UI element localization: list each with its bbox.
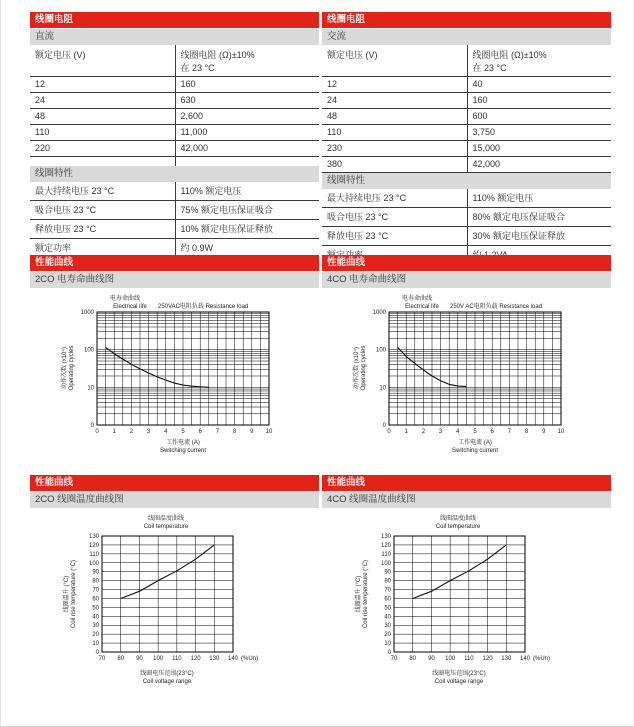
chart-load-label: 250VAC电阻负载 Resistance load	[158, 303, 249, 310]
svg-text:8: 8	[524, 428, 529, 435]
table-row	[30, 125, 319, 141]
svg-text:3: 3	[438, 428, 443, 435]
svg-text:20: 20	[384, 631, 391, 638]
svg-text:80: 80	[117, 655, 125, 662]
table-cell-label: 24	[35, 94, 46, 105]
table-row	[322, 141, 611, 157]
svg-text:6: 6	[198, 428, 202, 435]
svg-text:100: 100	[445, 655, 456, 662]
table-cell-value: 42,000	[467, 157, 612, 172]
subheader-temp-chart-2co: 2CO 线圈温度曲线图	[30, 492, 319, 508]
svg-text:1000: 1000	[372, 309, 386, 316]
table-cell-label: 48	[327, 110, 338, 121]
svg-text:10: 10	[384, 640, 391, 647]
x-axis-label-zh: 线圈电压范围(23°C)	[140, 670, 194, 677]
chart-title-zh: 电寿命曲线	[401, 295, 433, 302]
table-cell-label: 释放电压 23 °C	[327, 230, 389, 241]
section-header-performance-curves: 性能曲线	[30, 255, 319, 271]
table-row	[30, 220, 319, 239]
svg-text:4: 4	[456, 428, 460, 435]
svg-text:140: 140	[227, 655, 239, 662]
table-cell-value: 11,000	[175, 125, 320, 140]
svg-text:100: 100	[375, 347, 386, 354]
col-header-line1: 线圈电阻 (Ω)±10%	[180, 49, 255, 60]
svg-text:1: 1	[404, 428, 408, 435]
table-cell-label: 12	[327, 78, 338, 89]
svg-text:0: 0	[387, 428, 391, 435]
chart-title-en: Electrical life	[113, 303, 147, 310]
svg-text:10: 10	[92, 640, 99, 647]
svg-text:80: 80	[409, 655, 417, 662]
svg-text:110: 110	[381, 551, 391, 558]
svg-text:5: 5	[181, 428, 185, 435]
subheader-dc: 直流	[30, 29, 319, 45]
svg-text:8: 8	[232, 428, 237, 435]
col-header-rated-voltage: 额定电压 (V)	[327, 49, 378, 60]
svg-text:40: 40	[92, 614, 99, 621]
section-perf-temp-2co	[30, 475, 319, 712]
section-header-coil-resistance: 线圈电阻	[30, 12, 319, 28]
table-cell-value: 15,000	[467, 141, 612, 156]
svg-text:5: 5	[473, 428, 477, 435]
y-axis-label-zh: 线圈温升 (°C)	[64, 575, 70, 612]
svg-text:70: 70	[384, 587, 391, 594]
svg-text:120: 120	[88, 542, 99, 549]
svg-text:90: 90	[428, 655, 435, 662]
svg-text:4: 4	[164, 428, 168, 435]
table-row	[322, 208, 611, 227]
col-header-coil-resistance	[175, 45, 320, 76]
svg-text:70: 70	[98, 655, 106, 662]
table-cell-label: 吸合电压 23 °C	[35, 204, 97, 215]
table-header-row	[30, 45, 319, 77]
chart-title-en: Electrical life	[405, 303, 439, 310]
svg-text:2: 2	[421, 428, 426, 435]
svg-text:1: 1	[112, 428, 116, 435]
table-cell-value: 3,750	[467, 125, 612, 140]
svg-text:10: 10	[87, 385, 94, 392]
svg-text:0: 0	[95, 428, 99, 435]
section-perf-life-2co	[30, 255, 319, 462]
table-cell-value: 110% 额定电压	[175, 182, 320, 200]
svg-text:130: 130	[209, 655, 220, 662]
svg-text:1000: 1000	[80, 309, 94, 316]
col-header-line1: 线圈电阻 (Ω)±10%	[472, 49, 547, 60]
chart-plot-area	[89, 534, 258, 662]
table-coil-resistance-dc	[30, 77, 319, 157]
table-cell-value: 600	[467, 109, 612, 124]
table-header-row	[322, 45, 611, 77]
table-row	[322, 227, 611, 246]
svg-text:130: 130	[380, 533, 391, 540]
table-row	[322, 109, 611, 125]
svg-text:0: 0	[387, 649, 391, 656]
svg-text:(%Un): (%Un)	[241, 655, 259, 662]
svg-text:50: 50	[92, 605, 99, 612]
subheader-temp-chart-4co: 4CO 线圈温度曲线图	[322, 492, 611, 508]
table-cell-value: 约 0.9W	[175, 239, 320, 257]
col-header-line2: 在 23 °C	[472, 62, 507, 73]
chart-plot-area	[81, 310, 273, 435]
table-coil-resistance-ac	[322, 77, 611, 173]
svg-text:0: 0	[95, 649, 99, 656]
subheader-life-chart-4co: 4CO 电寿命曲线图	[322, 272, 611, 288]
table-cell-label: 最大持续电压 23 °C	[35, 185, 115, 196]
subheader-coil-characteristics: 线圈特性	[322, 173, 611, 189]
table-cell-label: 释放电压 23 °C	[35, 223, 97, 234]
svg-text:40: 40	[384, 614, 391, 621]
svg-text:80: 80	[384, 578, 391, 585]
x-axis-label-en: Coil voltage range	[434, 678, 484, 685]
svg-text:9: 9	[542, 428, 546, 435]
table-cell-value: 110% 额定电压	[467, 189, 612, 207]
electrical-life-chart-4co	[322, 292, 611, 462]
table-cell-label: 吸合电压 23 °C	[327, 211, 389, 222]
x-axis-label-zh: 工作电流 (A)	[458, 439, 492, 446]
svg-text:7: 7	[215, 428, 220, 435]
x-axis-label-zh: 线圈电压范围(23°C)	[432, 670, 486, 677]
table-cell-value: 10% 额定电压保证释放	[175, 220, 320, 238]
svg-text:90: 90	[92, 569, 99, 576]
table-cell-label: 230	[327, 142, 343, 153]
table-row	[322, 77, 611, 93]
svg-text:6: 6	[490, 428, 494, 435]
svg-text:120: 120	[380, 542, 391, 549]
table-row	[30, 77, 319, 93]
svg-text:90: 90	[384, 569, 391, 576]
table-cell-label: 380	[327, 158, 343, 169]
table-coil-characteristics-ac	[322, 189, 611, 265]
svg-text:9: 9	[250, 428, 254, 435]
table-cell-label: 48	[35, 110, 46, 121]
table-row	[322, 157, 611, 173]
table-cell-label: 24	[327, 94, 338, 105]
chart-title-en: Coil temperature	[143, 523, 189, 530]
svg-text:110: 110	[172, 655, 182, 662]
table-row	[322, 125, 611, 141]
electrical-life-chart-2co	[30, 292, 319, 462]
svg-text:10: 10	[265, 428, 273, 435]
chart-title-zh: 电寿命曲线	[109, 295, 141, 302]
table-cell-value: 42,000	[175, 141, 320, 156]
svg-text:130: 130	[501, 655, 512, 662]
section-perf-life-4co	[322, 255, 611, 462]
svg-text:10: 10	[557, 428, 565, 435]
svg-text:100: 100	[380, 560, 391, 567]
chart-title-zh: 线圈温度曲线	[147, 515, 185, 522]
table-cell-label: 12	[35, 78, 46, 89]
table-cell-value: 2,600	[175, 109, 320, 124]
section-header-performance-curves: 性能曲线	[322, 475, 611, 491]
chart-title-en: Coil temperature	[435, 523, 481, 530]
chart-plot-area	[381, 534, 550, 662]
subheader-coil-characteristics: 线圈特性	[30, 166, 319, 182]
x-axis-label-en: Switching current	[451, 447, 499, 454]
svg-text:110: 110	[464, 655, 474, 662]
svg-text:60: 60	[384, 596, 391, 603]
svg-text:20: 20	[92, 631, 99, 638]
col-header-rated-voltage: 额定电压 (V)	[35, 49, 86, 60]
table-coil-characteristics-dc	[30, 182, 319, 258]
table-cell-label: 额定功率	[35, 242, 72, 253]
table-cell-value: 160	[175, 77, 320, 92]
chart-title-zh: 线圈温度曲线	[439, 515, 477, 522]
table-row	[322, 93, 611, 109]
section-header-performance-curves: 性能曲线	[322, 255, 611, 271]
table-row	[30, 141, 319, 157]
svg-text:70: 70	[390, 655, 398, 662]
subheader-ac: 交流	[322, 29, 611, 45]
svg-text:140: 140	[519, 655, 531, 662]
svg-text:100: 100	[88, 560, 99, 567]
y-axis-label-en: Coil rise temperature (°C)	[71, 559, 77, 628]
svg-text:7: 7	[507, 428, 512, 435]
chart-plot-area	[373, 310, 565, 435]
section-header-coil-resistance: 线圈电阻	[322, 12, 611, 28]
svg-text:10: 10	[379, 385, 386, 392]
table-cell-value: 630	[175, 93, 320, 108]
coil-temperature-chart-4co	[322, 512, 611, 712]
svg-text:0: 0	[90, 422, 94, 429]
x-axis-label-en: Switching current	[159, 447, 207, 454]
y-axis-label-en: Operating cycles	[69, 345, 75, 391]
svg-text:130: 130	[88, 533, 99, 540]
table-row	[30, 93, 319, 109]
svg-text:2: 2	[129, 428, 134, 435]
chart-load-label: 250V AC电阻负载 Resistance load	[450, 303, 543, 310]
table-cell-value: 40	[467, 77, 612, 92]
svg-text:(%Un): (%Un)	[533, 655, 551, 662]
y-axis-label-zh: 动作次数 (x10⁴)	[354, 346, 360, 389]
svg-text:30: 30	[92, 622, 99, 629]
table-cell-label: 最大持续电压 23 °C	[327, 192, 407, 203]
table-cell-value: 80% 额定电压保证吸合	[467, 208, 612, 226]
table-cell-value: 160	[467, 93, 612, 108]
svg-text:90: 90	[136, 655, 143, 662]
svg-text:120: 120	[190, 655, 201, 662]
section-coil-resistance-dc	[30, 12, 319, 258]
coil-temperature-chart-2co	[30, 512, 319, 712]
svg-text:30: 30	[384, 622, 391, 629]
y-axis-label-en: Operating cycles	[361, 345, 367, 391]
table-gap-divider	[30, 157, 319, 166]
y-axis-label-en: Coil rise temperature (°C)	[363, 559, 369, 628]
svg-text:70: 70	[92, 587, 99, 594]
table-row	[30, 201, 319, 220]
col-header-line2: 在 23 °C	[180, 62, 215, 73]
section-perf-temp-4co	[322, 475, 611, 712]
y-axis-label-zh: 动作次数 (x10⁴)	[62, 346, 68, 389]
svg-text:80: 80	[92, 578, 99, 585]
svg-text:0: 0	[382, 422, 386, 429]
table-row	[322, 189, 611, 208]
table-cell-label: 110	[35, 126, 50, 137]
svg-text:110: 110	[89, 551, 99, 558]
svg-text:100: 100	[153, 655, 164, 662]
svg-text:120: 120	[482, 655, 493, 662]
svg-text:60: 60	[92, 596, 99, 603]
section-header-performance-curves: 性能曲线	[30, 475, 319, 491]
table-row	[30, 109, 319, 125]
table-cell-value: 75% 额定电压保证吸合	[175, 201, 320, 219]
table-row	[30, 182, 319, 201]
table-cell-label: 220	[35, 142, 51, 153]
y-axis-label-zh: 线圈温升 (°C)	[356, 575, 362, 612]
svg-text:100: 100	[83, 347, 94, 354]
x-axis-label-zh: 工作电流 (A)	[166, 439, 200, 446]
col-header-coil-resistance	[467, 45, 612, 76]
svg-text:50: 50	[384, 605, 391, 612]
x-axis-label-en: Coil voltage range	[142, 678, 192, 685]
svg-text:3: 3	[146, 428, 151, 435]
section-coil-resistance-ac	[322, 12, 611, 265]
table-cell-label: 110	[327, 126, 342, 137]
table-cell-value: 30% 额定电压保证释放	[467, 227, 612, 245]
subheader-life-chart-2co: 2CO 电寿命曲线图	[30, 272, 319, 288]
